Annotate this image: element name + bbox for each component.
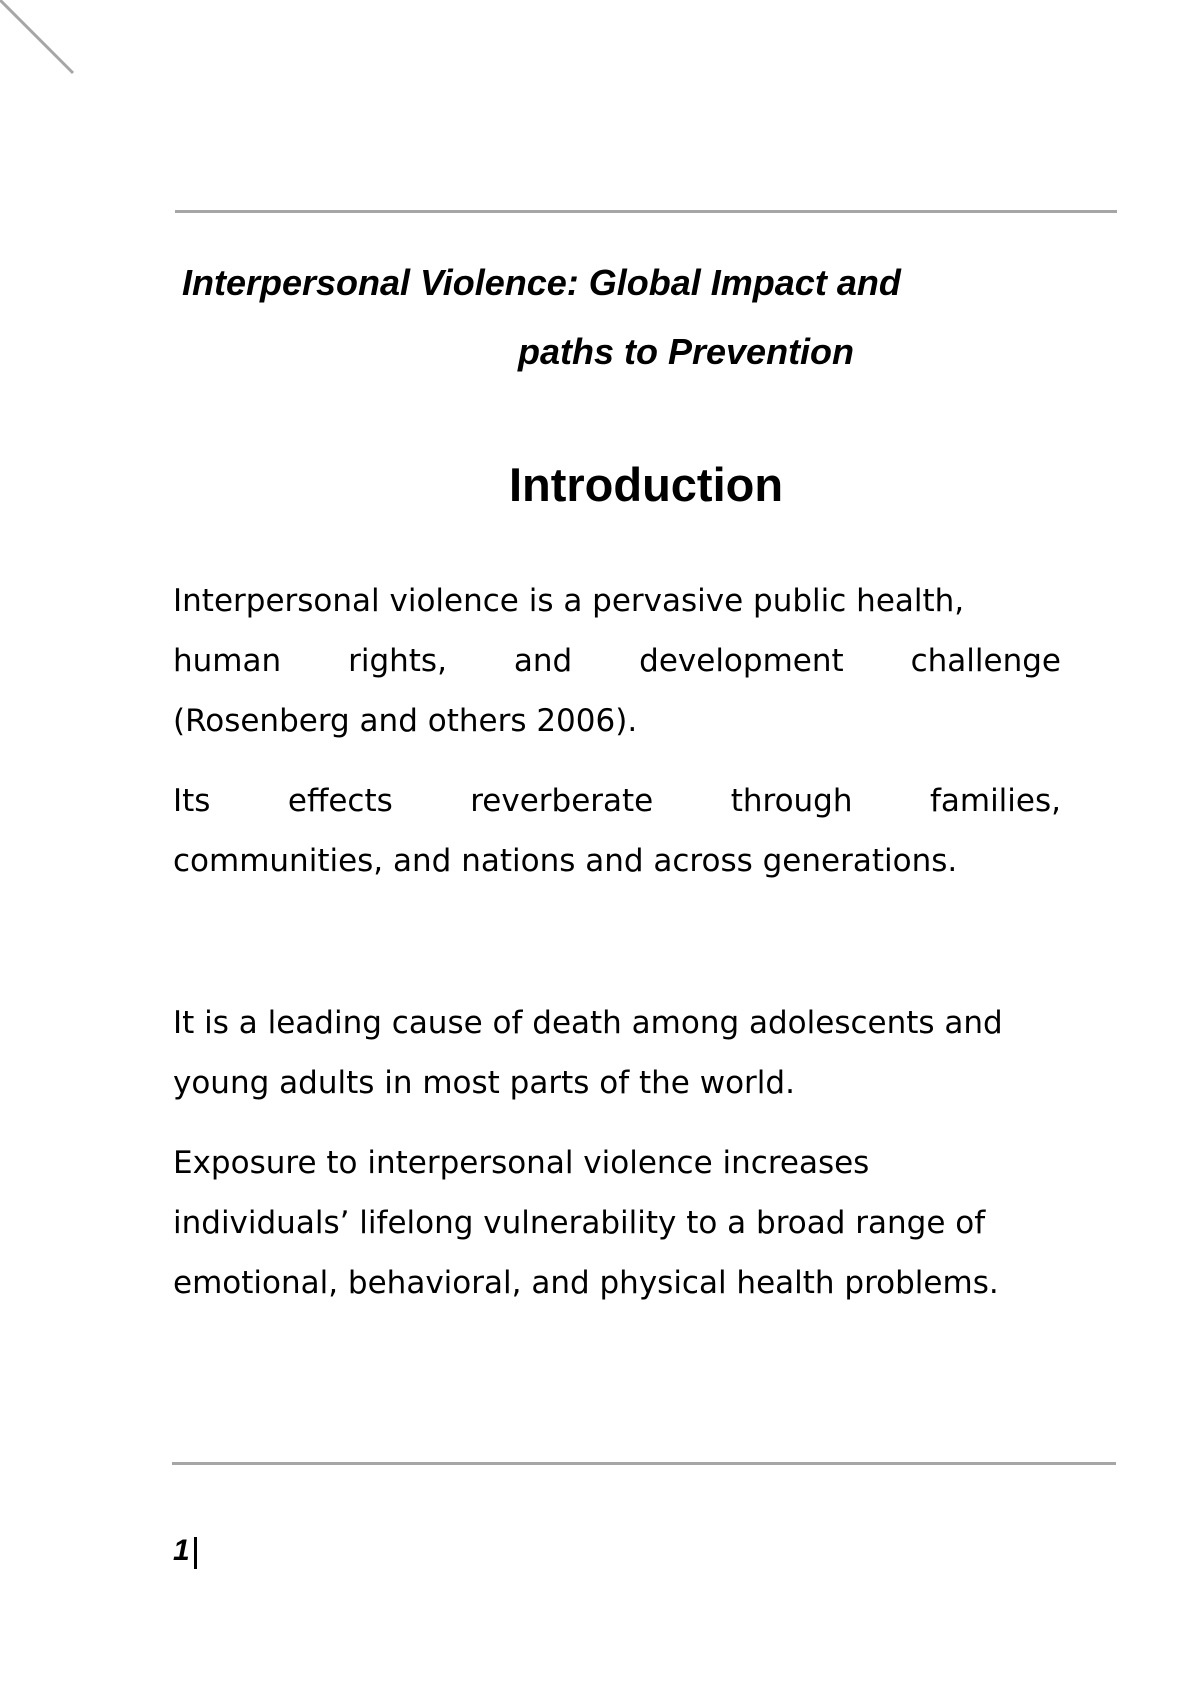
paragraph-line: Interpersonal violence is a pervasive public health, xyxy=(173,583,965,619)
corner-fold-mark xyxy=(0,0,80,80)
paragraph-3 xyxy=(173,993,1113,1113)
document-title-line-1: Interpersonal Violence: Global Impact and xyxy=(182,262,901,303)
page-number: 1 xyxy=(173,1534,190,1567)
paragraph-2 xyxy=(173,771,1061,891)
section-heading xyxy=(175,457,1117,513)
paragraph-line: young adults in most parts of the world. xyxy=(173,1065,795,1101)
document-title-line-2: paths to Prevention xyxy=(518,331,855,372)
paragraph-4 xyxy=(173,1133,1113,1313)
paragraph-line: Exposure to interpersonal violence increases xyxy=(173,1145,870,1181)
paragraph-line: Its effects reverberate through families, xyxy=(173,783,1061,819)
paragraph-line: communities, and nations and across generations. xyxy=(173,843,958,879)
page-number-separator xyxy=(194,1537,197,1569)
paragraph-line: It is a leading cause of death among adolescents and xyxy=(173,1005,1003,1041)
section-heading-text: Introduction xyxy=(508,458,784,511)
paragraph-line: emotional, behavioral, and physical health problems. xyxy=(173,1265,999,1301)
paragraph-line: human rights, and development challenge xyxy=(173,643,1061,679)
paragraph-line: individuals’ lifelong vulnerability to a broad range of xyxy=(173,1205,986,1241)
footer-rule xyxy=(172,1462,1116,1465)
header-rule xyxy=(175,210,1117,213)
paragraph-line: (Rosenberg and others 2006). xyxy=(173,703,638,739)
paragraph-1 xyxy=(173,571,1061,751)
